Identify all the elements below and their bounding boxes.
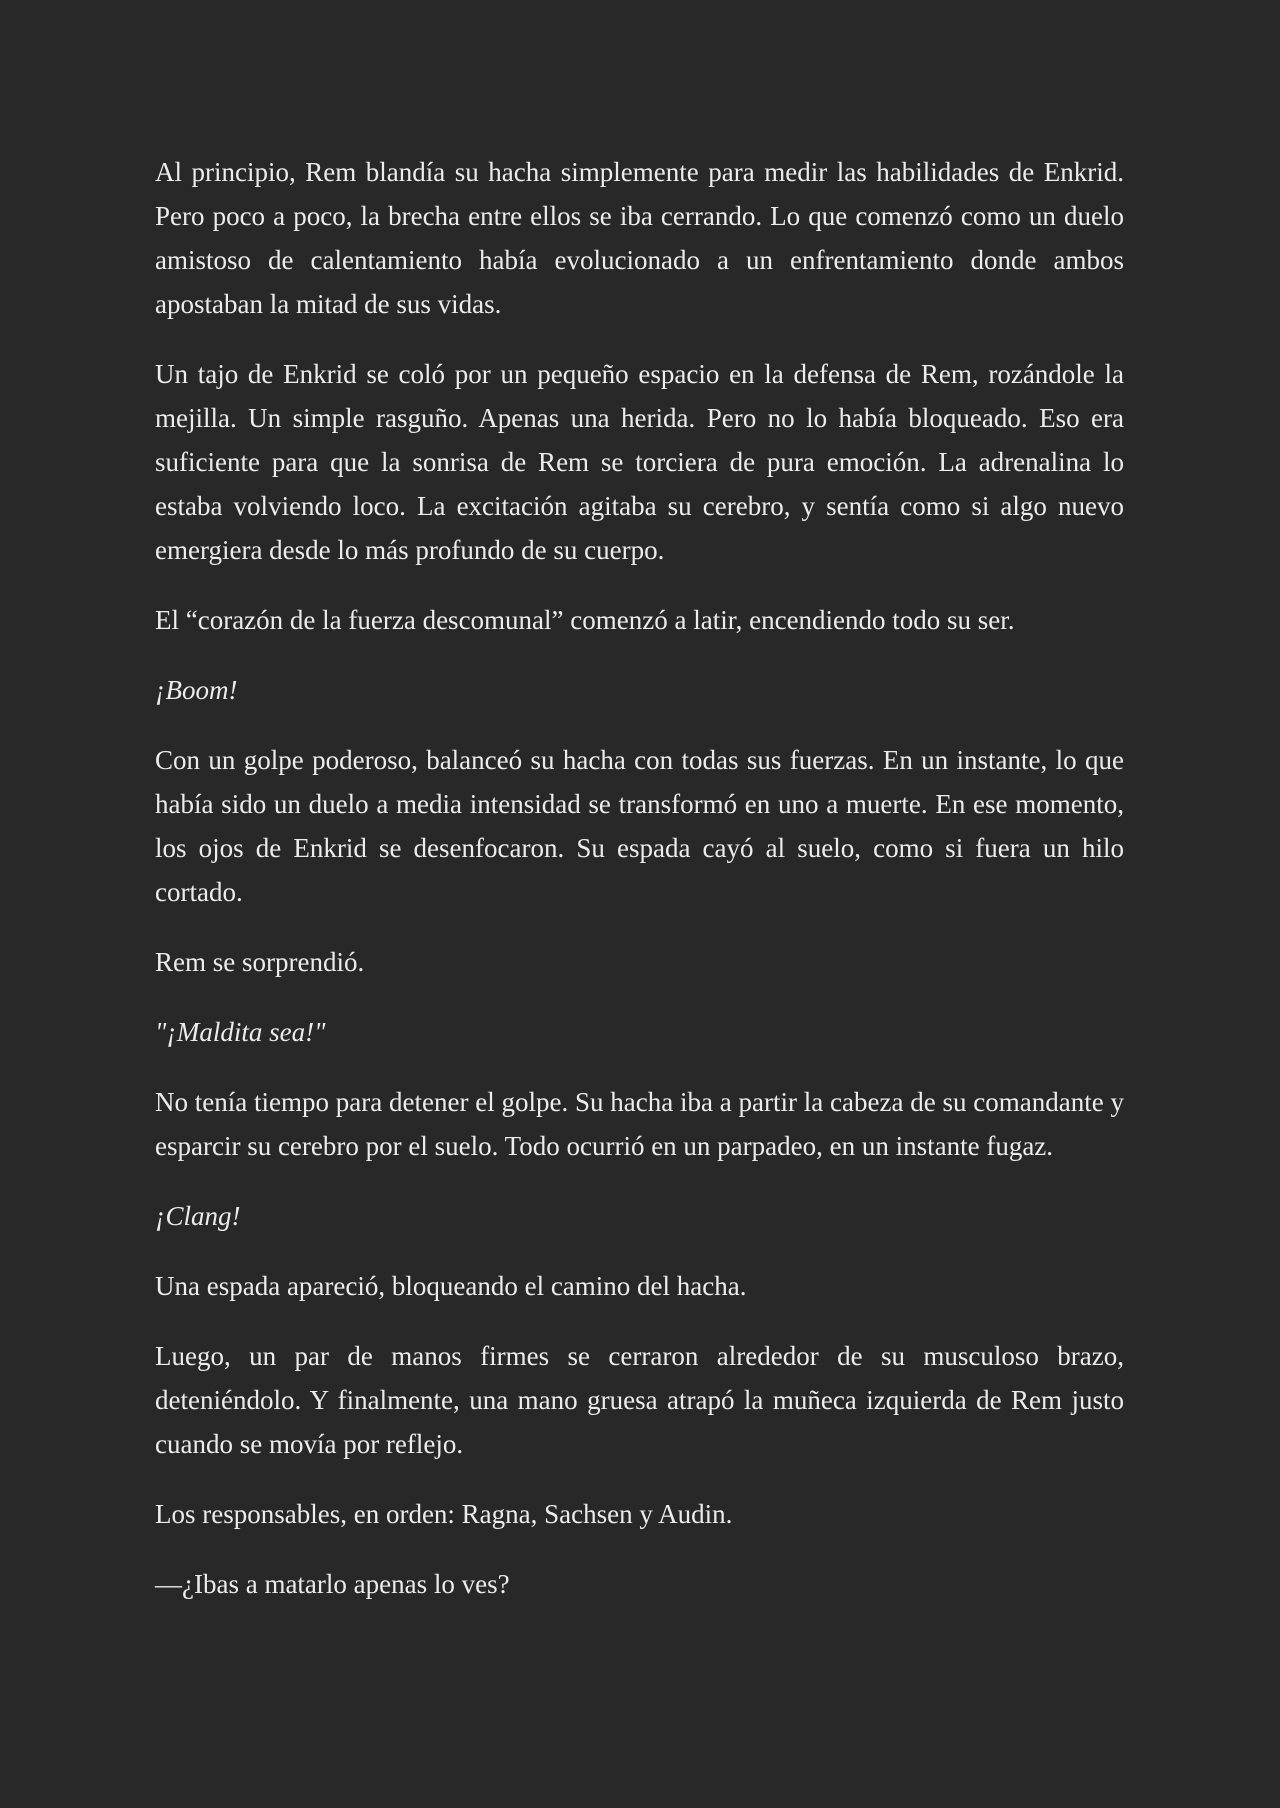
paragraph: Los responsables, en orden: Ragna, Sachsen y Audin. [155,1499,733,1529]
sound-effect: ¡Boom! [155,675,238,705]
paragraph: Un tajo de Enkrid se coló por un pequeño espacio en la defensa de Rem, rozándole la mejilla. Un simple rasguño. Apenas una herida. Pero no lo había bloqueado. Eso era suficiente para que la sonrisa de Rem se torciera de pura emoción. La adrenalina lo estaba volviendo loco. La excitación agitaba su cerebro, y sentía como si algo nuevo emergiera desde lo más profundo de su cuerpo. [155,359,1124,565]
chapter-text [155,150,1124,1606]
paragraph: No tenía tiempo para detener el golpe. Su hacha iba a partir la cabeza de su comandante y esparcir su cerebro por el suelo. Todo ocurrió en un parpadeo, en un instante fugaz. [155,1087,1124,1161]
paragraph: El “corazón de la fuerza descomunal” comenzó a latir, encendiendo todo su ser. [155,605,1015,635]
dialogue-line: —¿Ibas a matarlo apenas lo ves? [155,1569,510,1599]
paragraph: Rem se sorprendió. [155,947,365,977]
paragraph: Una espada apareció, bloqueando el camino del hacha. [155,1271,747,1301]
paragraph: Al principio, Rem blandía su hacha simplemente para medir las habilidades de Enkrid. Pero poco a poco, la brecha entre ellos se iba cerrando. Lo que comenzó como un duelo amistoso de calentamiento había evolucionado a un enfrentamiento donde ambos apostaban la mitad de sus vidas. [155,157,1124,319]
paragraph: Con un golpe poderoso, balanceó su hacha con todas sus fuerzas. En un instante, lo que había sido un duelo a media intensidad se transformó en uno a muerte. En ese momento, los ojos de Enkrid se desenfocaron. Su espada cayó al suelo, como si fuera un hilo cortado. [155,745,1124,907]
dialogue-italic: "¡Maldita sea!" [155,1017,326,1047]
paragraph: Luego, un par de manos firmes se cerraron alrededor de su musculoso brazo, deteniéndolo. Y finalmente, una mano gruesa atrapó la muñeca izquierda de Rem justo cuando se movía por reflejo. [155,1341,1124,1459]
sound-effect: ¡Clang! [155,1201,241,1231]
